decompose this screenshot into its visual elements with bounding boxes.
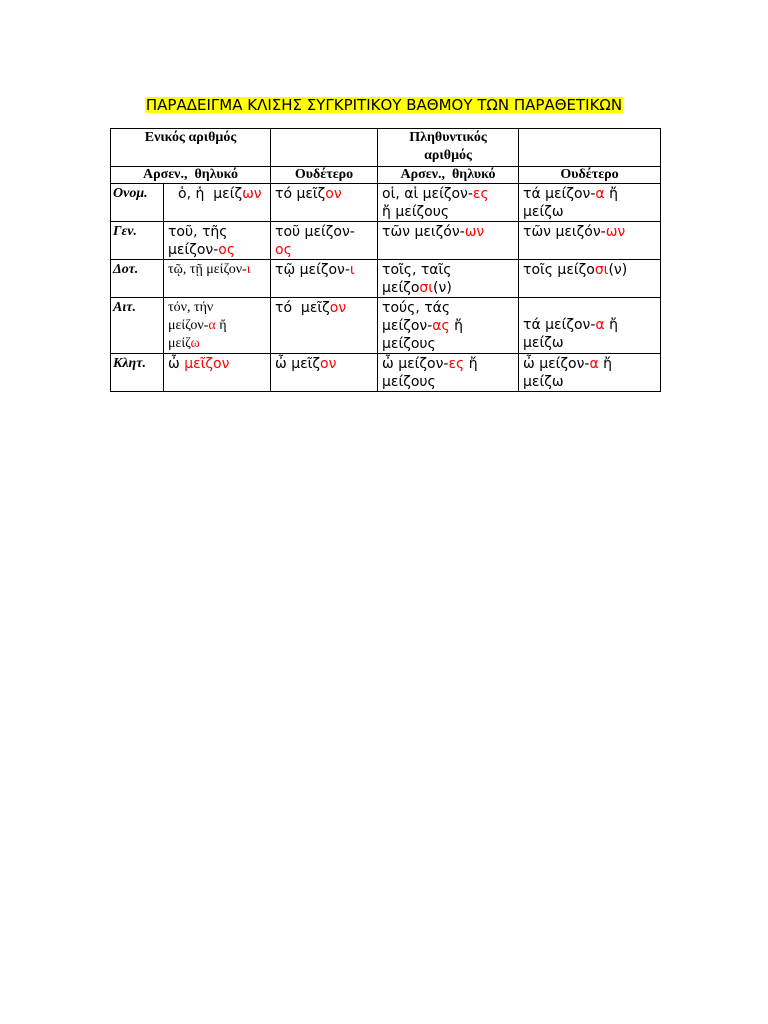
cell-line xyxy=(523,355,656,373)
cell-vocative-plural-neuter xyxy=(519,354,661,392)
cell-genitive-singular-neuter xyxy=(271,222,378,260)
cell-dative-singular-neuter xyxy=(271,260,378,298)
page-title: ΠΑΡΑΔΕΙΓΜΑ ΚΛΙΣΗΣ ΣΥΓΚΡΙΤΙΚΟΥ ΒΑΘΜΟΥ ΤΩΝ ΠΑΡΑΘΕΤΙΚΩΝ xyxy=(145,96,623,114)
form-text: μείζ xyxy=(168,336,191,351)
case-label: Δοτ. xyxy=(111,260,164,298)
header-row-number xyxy=(111,129,661,167)
form-text: μείζους xyxy=(382,374,436,390)
cell-line xyxy=(382,317,514,335)
header-singular-neuter-label: Ουδέτερο xyxy=(294,167,354,182)
form-text: ὦ μείζον- xyxy=(382,356,449,372)
form-text: ὦ xyxy=(168,356,185,372)
form-text: ὦ μεῖζ xyxy=(275,356,321,372)
form-text: μείζον- xyxy=(168,318,209,333)
form-text: τόν, τήν xyxy=(168,300,214,315)
form-text: τοῦ, τῆς xyxy=(168,224,228,240)
cell-accusative-plural-masc-fem xyxy=(378,298,519,354)
case-ending: σι xyxy=(594,262,609,278)
cell-line xyxy=(382,355,514,373)
cell-line xyxy=(382,335,514,353)
header-row-gender xyxy=(111,167,661,184)
cell-nominative-singular-masc-fem xyxy=(164,184,271,222)
case-ending: ω xyxy=(190,336,200,351)
header-plural-masc-fem-label: Αρσεν., θηλυκό xyxy=(400,167,496,182)
cell-line xyxy=(275,223,373,241)
case-label: Γεν. xyxy=(111,222,164,260)
form-text: τό μεῖζ xyxy=(275,300,330,316)
cell-line xyxy=(523,203,656,221)
cell-genitive-plural-neuter xyxy=(519,222,661,260)
cell-dative-plural-masc-fem xyxy=(378,260,519,298)
header-plural-neuter-label: Ουδέτερο xyxy=(560,167,619,182)
form-text: ἤ xyxy=(604,186,618,202)
form-text: (ν) xyxy=(608,262,628,278)
form-text: μείζω xyxy=(523,374,564,390)
case-ending: ων xyxy=(242,186,262,202)
cell-vocative-singular-masc-fem xyxy=(164,354,271,392)
cell-line xyxy=(275,355,373,373)
cell-line xyxy=(382,373,514,391)
form-text: τῷ μείζον- xyxy=(275,262,350,278)
form-text: ἤ μείζους xyxy=(382,204,450,220)
cell-line xyxy=(382,223,514,241)
case-ending: α xyxy=(208,318,216,333)
case-ending: α xyxy=(595,186,605,202)
form-text: μείζον- xyxy=(168,242,219,258)
cell-line xyxy=(382,203,514,221)
header-singular xyxy=(111,129,271,167)
form-text: τῷ, τῇ μείζον- xyxy=(168,262,247,277)
form-text: τό μεῖζ xyxy=(275,186,326,202)
cell-accusative-plural-neuter xyxy=(519,298,661,354)
form-text: τούς, τάς xyxy=(382,300,451,316)
form-text: μείζο xyxy=(382,280,420,296)
cell-line xyxy=(523,223,656,241)
cell-line xyxy=(275,185,373,203)
declension-table xyxy=(110,128,661,392)
cell-genitive-singular-masc-fem xyxy=(164,222,271,260)
cell-line xyxy=(168,241,266,259)
cell-nominative-plural-masc-fem xyxy=(378,184,519,222)
cell-line xyxy=(168,299,266,317)
cell-line xyxy=(275,299,373,317)
title-row xyxy=(0,95,768,114)
table-body xyxy=(111,129,661,392)
cell-line xyxy=(178,185,266,203)
case-label: Ονομ. xyxy=(111,184,164,222)
case-ending: ος xyxy=(275,242,292,258)
case-ending: ος xyxy=(218,242,236,258)
case-ending: α xyxy=(589,356,599,372)
case-ending: μεῖζον xyxy=(184,356,230,372)
row-dative xyxy=(111,260,661,298)
case-ending: α xyxy=(595,317,605,333)
form-text: μείζω xyxy=(523,335,564,351)
row-genitive xyxy=(111,222,661,260)
form-text: (ν) xyxy=(433,280,452,296)
header-plural xyxy=(378,129,519,167)
case-ending: ον xyxy=(329,300,347,316)
cell-line xyxy=(168,261,266,279)
form-text: ὦ μείζον- xyxy=(523,356,590,372)
form-text: ἤ xyxy=(464,356,478,372)
header-singular-label: Ενικός αριθμός xyxy=(144,130,237,145)
form-text: τοῖς, ταῖς xyxy=(382,262,452,278)
case-ending: σι xyxy=(419,280,434,296)
cell-line xyxy=(523,185,656,203)
cell-line xyxy=(523,261,656,279)
form-text: ἤ xyxy=(604,317,618,333)
cell-line xyxy=(168,355,266,373)
header-singular-masc-fem-label: Αρσεν., θηλυκό xyxy=(142,167,239,182)
form-text: ὁ, ἡ μείζ xyxy=(178,186,243,202)
case-ending: ον xyxy=(320,356,337,372)
cell-dative-plural-neuter xyxy=(519,260,661,298)
form-text: τά μείζον- xyxy=(523,317,596,333)
case-label: Κλητ. xyxy=(111,354,164,392)
cell-line xyxy=(382,185,514,203)
case-ending: ων xyxy=(605,224,626,240)
form-text: οἱ, αἱ μείζον- xyxy=(382,186,473,202)
case-ending: ας xyxy=(432,318,450,334)
form-text: ἤ xyxy=(598,356,613,372)
cell-line xyxy=(168,335,266,353)
header-plural-masc-fem xyxy=(378,167,519,184)
form-text: τῶν μειζόν- xyxy=(523,224,606,240)
cell-line xyxy=(168,223,266,241)
case-ending: ων xyxy=(464,224,485,240)
cell-dative-singular-masc-fem xyxy=(164,260,271,298)
case-label: Αιτ. xyxy=(111,298,164,354)
case-ending: ον xyxy=(325,186,342,202)
cell-vocative-plural-masc-fem xyxy=(378,354,519,392)
form-text: μείζους xyxy=(382,336,436,352)
row-vocative xyxy=(111,354,661,392)
cell-line xyxy=(382,279,514,297)
cell-nominative-singular-neuter xyxy=(271,184,378,222)
header-singular-neuter xyxy=(271,167,378,184)
case-ending: ες xyxy=(472,186,489,202)
cell-line xyxy=(275,241,373,259)
cell-line xyxy=(523,334,656,352)
cell-line xyxy=(382,299,514,317)
cell-line xyxy=(275,261,373,279)
form-text: μείζον- xyxy=(382,318,433,334)
form-text: τοῖς μείζο xyxy=(523,262,595,278)
case-ending: ες xyxy=(448,356,465,372)
form-text: τά μείζον- xyxy=(523,186,596,202)
cell-vocative-singular-neuter xyxy=(271,354,378,392)
form-text: ἤ xyxy=(215,318,227,333)
cell-accusative-singular-masc-fem xyxy=(164,298,271,354)
cell-nominative-plural-neuter xyxy=(519,184,661,222)
cell-line xyxy=(168,317,266,335)
header-plural-label: Πληθυντικός αριθμός xyxy=(409,130,487,163)
header-singular-masc-fem xyxy=(111,167,271,184)
row-accusative xyxy=(111,298,661,354)
cell-line xyxy=(382,261,514,279)
form-text: ἤ xyxy=(449,318,464,334)
cell-line xyxy=(523,316,656,334)
cell-accusative-singular-neuter xyxy=(271,298,378,354)
form-text: μείζω xyxy=(523,204,564,220)
header-plural-neuter xyxy=(519,167,661,184)
case-ending: ι xyxy=(349,262,355,278)
header-empty-cell xyxy=(271,129,378,167)
form-text: τοῦ μείζον- xyxy=(275,224,355,240)
form-text: τῶν μειζόν- xyxy=(382,224,465,240)
cell-line xyxy=(523,373,656,391)
cell-genitive-plural-masc-fem xyxy=(378,222,519,260)
row-nominative xyxy=(111,184,661,222)
header-empty-cell xyxy=(519,129,661,167)
case-ending: ι xyxy=(246,262,251,277)
